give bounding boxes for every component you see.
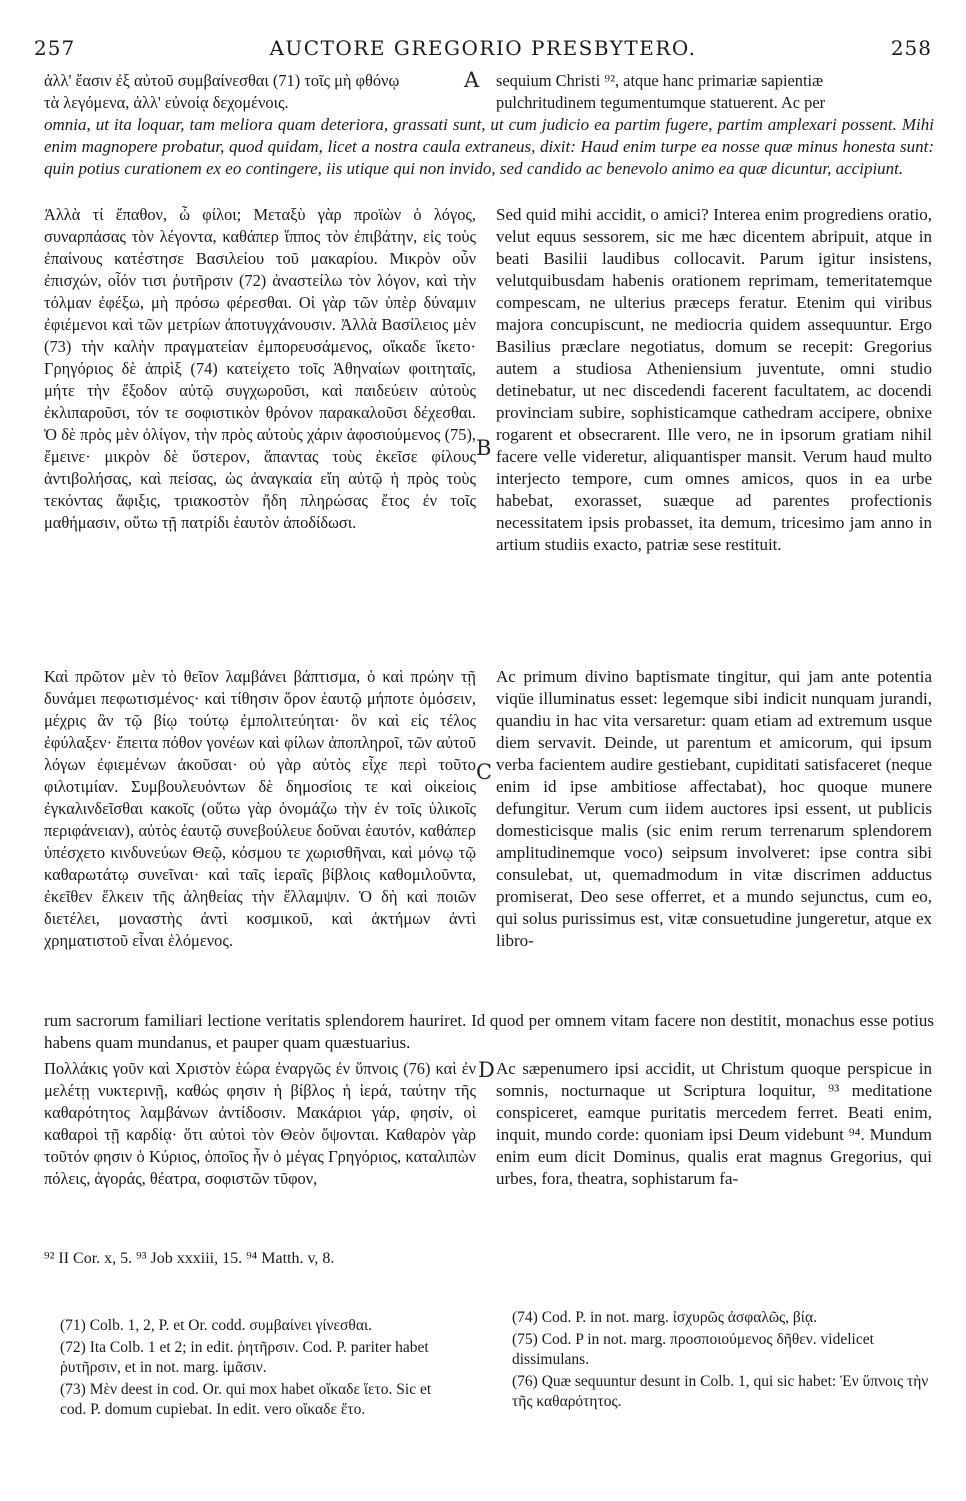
latin-paragraph: Ac primum divino baptismate tingitur, qui jam ante potentia viqüe illuminatus esset: legemque sibi indicit nunquam jurandi, quandiu in hac vita versaretur: quam etiam ad extremum usque diem servavit. Deinde, ut parentum et amicorum, qui ipsum verba facientem audire gestiebant, cupiditati satisfaceret (neque enim id ipse ambitiose affectabat), hoc quoque munere defungitur. Verum cum iidem auctores ipsi essent, ut publicis domesticisque malis (sic enim rerum terrenarum splendorem amplitudinemque voco) seipsum involveret: ipse contra sibi consulebat, ut, quemadmodum in vitæ discrimen adductus promiserat, Deo sese offerret, et a mundo sejunctus, cum eo, qui solus purissimus est, vitæ consuetudine jungeretur, atque ex libro-	[496, 667, 932, 950]
footnote: (72) Ita Colb. 1 et 2; in edit. ῥητῆρσιν. Cod. P. pariter habet ῥυτῆρσιν, et in not. marg. ἱμᾶσιν.	[60, 1339, 429, 1376]
footnotes-right	[512, 1308, 932, 1414]
page-number-left: 257	[34, 36, 76, 60]
latin-line: pulchritudinem tegumentumque statuerent. Ac per	[496, 93, 826, 112]
running-title: AUCTORE GREGORIO PRESBYTERO.	[269, 36, 697, 60]
margin-letter-d: D	[478, 1058, 495, 1082]
latin-paragraph: Sed quid mihi accidit, o amici? Interea enim progrediens oratio, velut equus sessorem, sic me hæc dicentem abripuit, atque in beati Basilii laudibus collocavit. Parum igitur insistens, velutquibusdam habenis orationem reprimam, temeritatemque compescam, ne ulterius præceps feratur. Etenim qui viribus majora concupiscunt, ne mediocria quidem assequuntur. Ergo Basilius præclare negotiatus, domum se recepit: Gregorius autem a studiosa Atheniensium juventute, omni studio detinebatur, ut nec discedendi facerent facultatem, ac docendi provinciam subire, sophisticamque cathedram accipere, obnixe rogarent et obsecrarent. Ille vero, ne in ipsorum gratiam nihil facere velle videretur, aliquantisper mansit. Verum haud multo interjecto tempore, cum omnes amicos, quos in ea urbe habebat, exorasset, suæque ad parentes profectionis necessitatem ipsis probasset, ita demum, tricesimo jam anno in artium studiis exacto, patriæ sese restituit.	[496, 205, 932, 554]
footnote: (73) Μὲν deest in cod. Or. qui mox habet οἴκαδε ἵετο. Sic et cod. P. domum cupiebat. In edit. vero οἴκαδε ἔτο.	[60, 1381, 432, 1418]
footnote: (74) Cod. P. in not. marg. ἰσχυρῶς ἀσφαλῶς, βίᾳ.	[512, 1309, 817, 1326]
page-number-right: 258	[890, 36, 932, 60]
greek-paragraph: Πολλάκις γοῦν καὶ Χριστὸν ἑώρα ἐναργῶς ἐν ὕπνοις (76) καὶ ἐν μελέτῃ νυκτερινῇ, καθώς φησιν ἡ βίβλος ἡ ἱερά, ταύτην τῆς καθαρότητος λαμβάνων ἀντίδοσιν. Μακάριοι γάρ, φησίν, οἱ καθαροὶ τῇ καρδίᾳ· ὅτι αὐτοὶ τὸν Θεὸν ὄψονται. Καθαρὸν γὰρ τοῦτόν φησιν ὁ Κύριος, ὁποῖος ἦν ὁ μέγας Γρηγόριος, καταλιπὼν πόλεις, ἀγοράς, θέατρα, σοφιστῶν τῦφον,	[44, 1059, 476, 1188]
footnote: (71) Colb. 1, 2, P. et Or. codd. συμβαίνει γίνεσθαι.	[60, 1317, 372, 1334]
greek-paragraph: Καὶ πρῶτον μὲν τὸ θεῖον λαμβάνει βάπτισμα, ὁ καὶ πρώην τῇ δυνάμει πεφωτισμένος· καὶ τίθησιν ὅρον ἑαυτῷ μήποτε ὀμόσειν, μέχρις ἂν τῷ βίῳ τούτῳ ἐμπολιτεύηται· ὃν καὶ εἰς τέλος ἐφύλαξεν· ἔπειτα πόθον γονέων καὶ φίλων ἀποπληροῖ, τῶν αὐτοῦ λόγων ἐφιεμένων ἀκοῦσαι· οὐ γὰρ αὐτὸς εἶχε περὶ τοῦτο φιλοτιμίαν. Συμβουλευόντων δὲ δημοσίοις τε καὶ οἰκείοις ἐγκαλινδεῖσθαι κακοῖς (οὕτω γὰρ ὀνομάζω τὴν ἐν τοῖς ὑλικοῖς περιφάνειαν), αὐτὸς ἑαυτῷ συνεβούλευε δοῦναι ἑαυτόν, καθάπερ ὑπέσχετο κινδυνεύων Θεῷ, κόσμου τε χωρισθῆναι, καὶ μόνῳ τῷ καθαρωτάτῳ συνεῖναι· καὶ ταῖς ἱεραῖς βίβλοις καθομιλοῦντα, ἐκεῖθεν ἕλκειν τῆς ἀληθείας τὴν ἔλλαμψιν. Ὁ δὴ καὶ ποιῶν διετέλει, μοναστὴς ἀντὶ κοσμικοῦ, καὶ ἀκτήμων ἀντὶ χρηματιστοῦ εἶναι ἑλόμενος.	[44, 667, 476, 950]
footnotes-left	[60, 1316, 460, 1422]
footnote: (76) Quæ sequuntur desunt in Colb. 1, qui sic habet: Ἐν ὕπνοις τὴν τῆς καθαρότητος.	[512, 1373, 929, 1410]
footnote: (75) Cod. P in not. marg. προσποιούμενος δῆθεν. videlicet dissimulans.	[512, 1331, 874, 1368]
page-header	[34, 36, 932, 66]
latin-paragraph: Ac sæpenumero ipsi accidit, ut Christum quoque perspicue in somnis, nocturnaque ut Scriptura loquitur, ⁹³ meditatione conspiceret, eamque puritatis mercedem ferret. Beati enim, inquit, mundo corde: quoniam ipsi Deum videbunt ⁹⁴. Mundum enim eum dicit Dominus, qualis erat magnus Gregorius, qui urbes, fora, theatra, sophistarum fa-	[496, 1059, 932, 1188]
margin-letter-b: B	[476, 436, 492, 460]
greek-paragraph: Ἀλλὰ τί ἔπαθον, ὦ φίλοι; Μεταξὺ γὰρ προϊὼν ὁ λόγος, συναρπάσας τὸν λέγοντα, καθάπερ ἵππος τὸν ἐπιβάτην, εἰς τοὺς ἐπαίνους κατέστησε Βασιλείου τοῦ μακαρίου. Μικρὸν οὖν ἐπισχών, οἷόν τισι ῥυτῆρσιν (72) ἀναστείλω τὸν λόγον, καὶ τὴν τόλμαν ἐφέξω, μὴ πρόσω φέρεσθαι. Οἱ γὰρ τῶν ὑπὲρ δύναμιν ἐφιέμενοι καὶ τῶν μετρίων ἀποτυγχάνουσιν. Ἀλλὰ Βασίλειος μὲν (73) τὴν καλὴν πραγματείαν ἐμπορευσάμενος, οἴκαδε ἵκετο· Γρηγόριος δὲ ἀπρὶξ (74) κατείχετο τοῖς Ἀθηναίων φοιτηταῖς, μήτε τὴν ἔξοδον αὐτῷ συγχωροῦσι, καὶ παιδεύειν αὐτοὺς ἐκλιπαροῦσι, τόν τε σοφιστικὸν θρόνον παρακαλοῦσι δέχεσθαι. Ὁ δὲ πρὸς μὲν ὀλίγον, τὴν πρὸς αὐτοὺς χάριν ἀφοσιούμενος (75), ἔμεινε· μικρὸν δὲ ὕστερον, ἅπαντας τοὺς ἐκεῖσε φίλους ἀντιβολήσας, καὶ πείσας, ὡς ἀναγκαία εἴη αὐτῷ ἡ πρὸς τοὺς τεκόντας ἄφιξις, τριακοστὸν ἤδη πληρώσας ἔτος ἐν τοῖς μαθήμασιν, οὕτω τῇ πατρίδι ἑαυτὸν ἀποδίδωσι.	[44, 205, 476, 532]
latin-full-width-paragraph: rum sacrorum familiari lectione veritatis splendorem hauriret. Id quod per omnem vitam facere non destitit, monachus esse potius habens quam mundanus, et pauper quam quæstuarius.	[44, 1011, 934, 1052]
scripture-references: ⁹² II Cor. x, 5. ⁹³ Job xxxiii, 15. ⁹⁴ Matth. v, 8.	[44, 1250, 335, 1267]
greek-line: τὰ λεγόμενα, ἀλλ' εὐνοίᾳ δεχομένοις.	[44, 93, 289, 112]
margin-letter-c: C	[476, 760, 493, 784]
margin-letter-a: A	[464, 68, 480, 92]
latin-full-width-paragraph: omnia, ut ita loquar, tam meliora quam deteriora, grassati sunt, ut cum judicio ea partim fugere, partim amplexari possent. Mihi enim magnopere probatur, quod quidam, licet a nostra caula extraneus, dixit: Haud enim turpe ea nosse quæ minus honesta sunt: quin potius curationem ex eo contingere, iis utique qui non invido, sed candido ac benevolo animo ea quæ dicuntur, accipiunt.	[44, 115, 934, 178]
latin-line: sequium Christi ⁹², atque hanc primariæ sapientiæ	[496, 71, 824, 90]
greek-line: ἀλλ' ἔασιν ἐξ αὐτοῦ συμβαίνεσθαι (71) τοῖς μὴ φθόνῳ	[44, 71, 400, 90]
